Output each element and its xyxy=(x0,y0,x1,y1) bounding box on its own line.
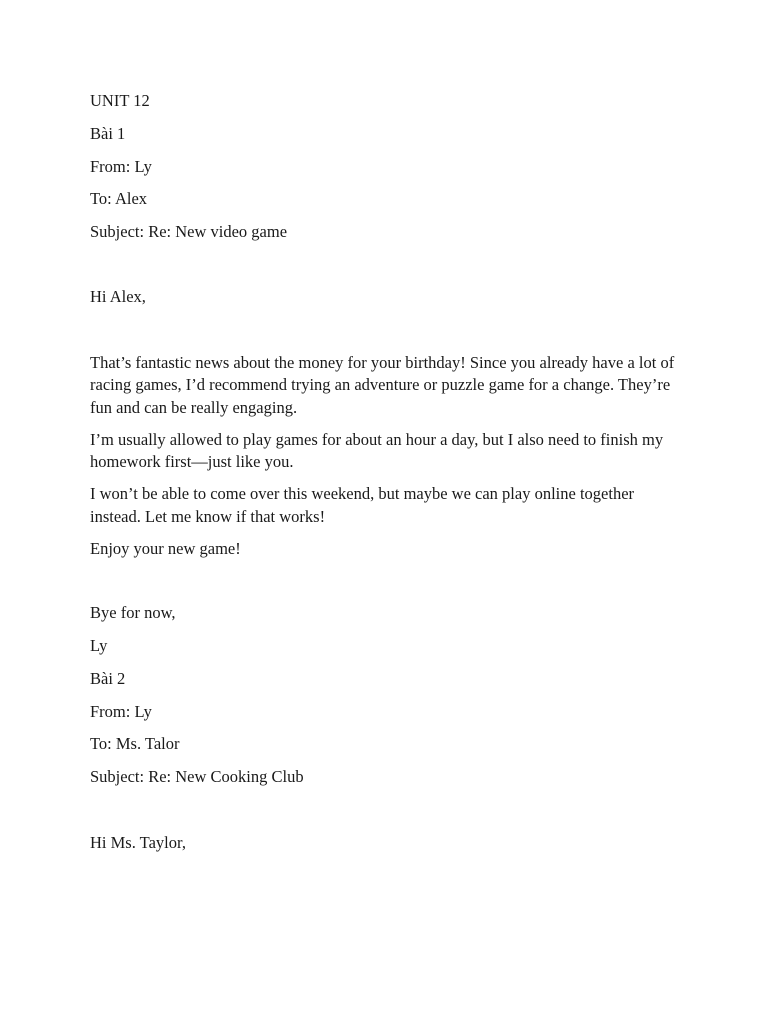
blank-line xyxy=(90,799,680,832)
unit-title: UNIT 12 xyxy=(90,91,150,110)
email-2-greeting: Hi Ms. Taylor, xyxy=(90,832,186,852)
email-1-signature: Ly xyxy=(90,636,108,656)
email-1-to: To: Alex xyxy=(90,189,148,209)
blank-line xyxy=(90,319,680,352)
email-1-closing: Bye for now, xyxy=(90,603,176,623)
email-1-paragraph: That’s fantastic news about the money for your birthday! Since you already have a lot of racing games, I’d recommend trying an adventure or puzzle game for a change. They’re fun and can be really engaging. xyxy=(90,352,675,417)
email-2-from: From: Ly xyxy=(90,701,152,721)
email-1-greeting: Hi Alex, xyxy=(90,287,146,307)
email-2-subject: Subject: Re: New Cooking Club xyxy=(90,767,304,787)
lesson-1-heading: Bài 1 xyxy=(90,123,126,143)
blank-line xyxy=(90,570,680,603)
email-1-paragraph: I’m usually allowed to play games for about an hour a day, but I also need to finish my homework first—just like you. xyxy=(90,429,664,472)
email-1-from: From: Ly xyxy=(90,156,152,176)
email-1-paragraph: Enjoy your new game! xyxy=(90,538,241,558)
lesson-2-heading: Bài 2 xyxy=(90,668,126,688)
blank-line xyxy=(90,254,680,287)
email-1-subject: Subject: Re: New video game xyxy=(90,222,288,242)
email-1-paragraph: I won’t be able to come over this weekend, but maybe we can play online together instead. Let me know if that works! xyxy=(90,484,635,526)
email-2-to: To: Ms. Talor xyxy=(90,734,180,754)
document-page xyxy=(90,90,680,864)
